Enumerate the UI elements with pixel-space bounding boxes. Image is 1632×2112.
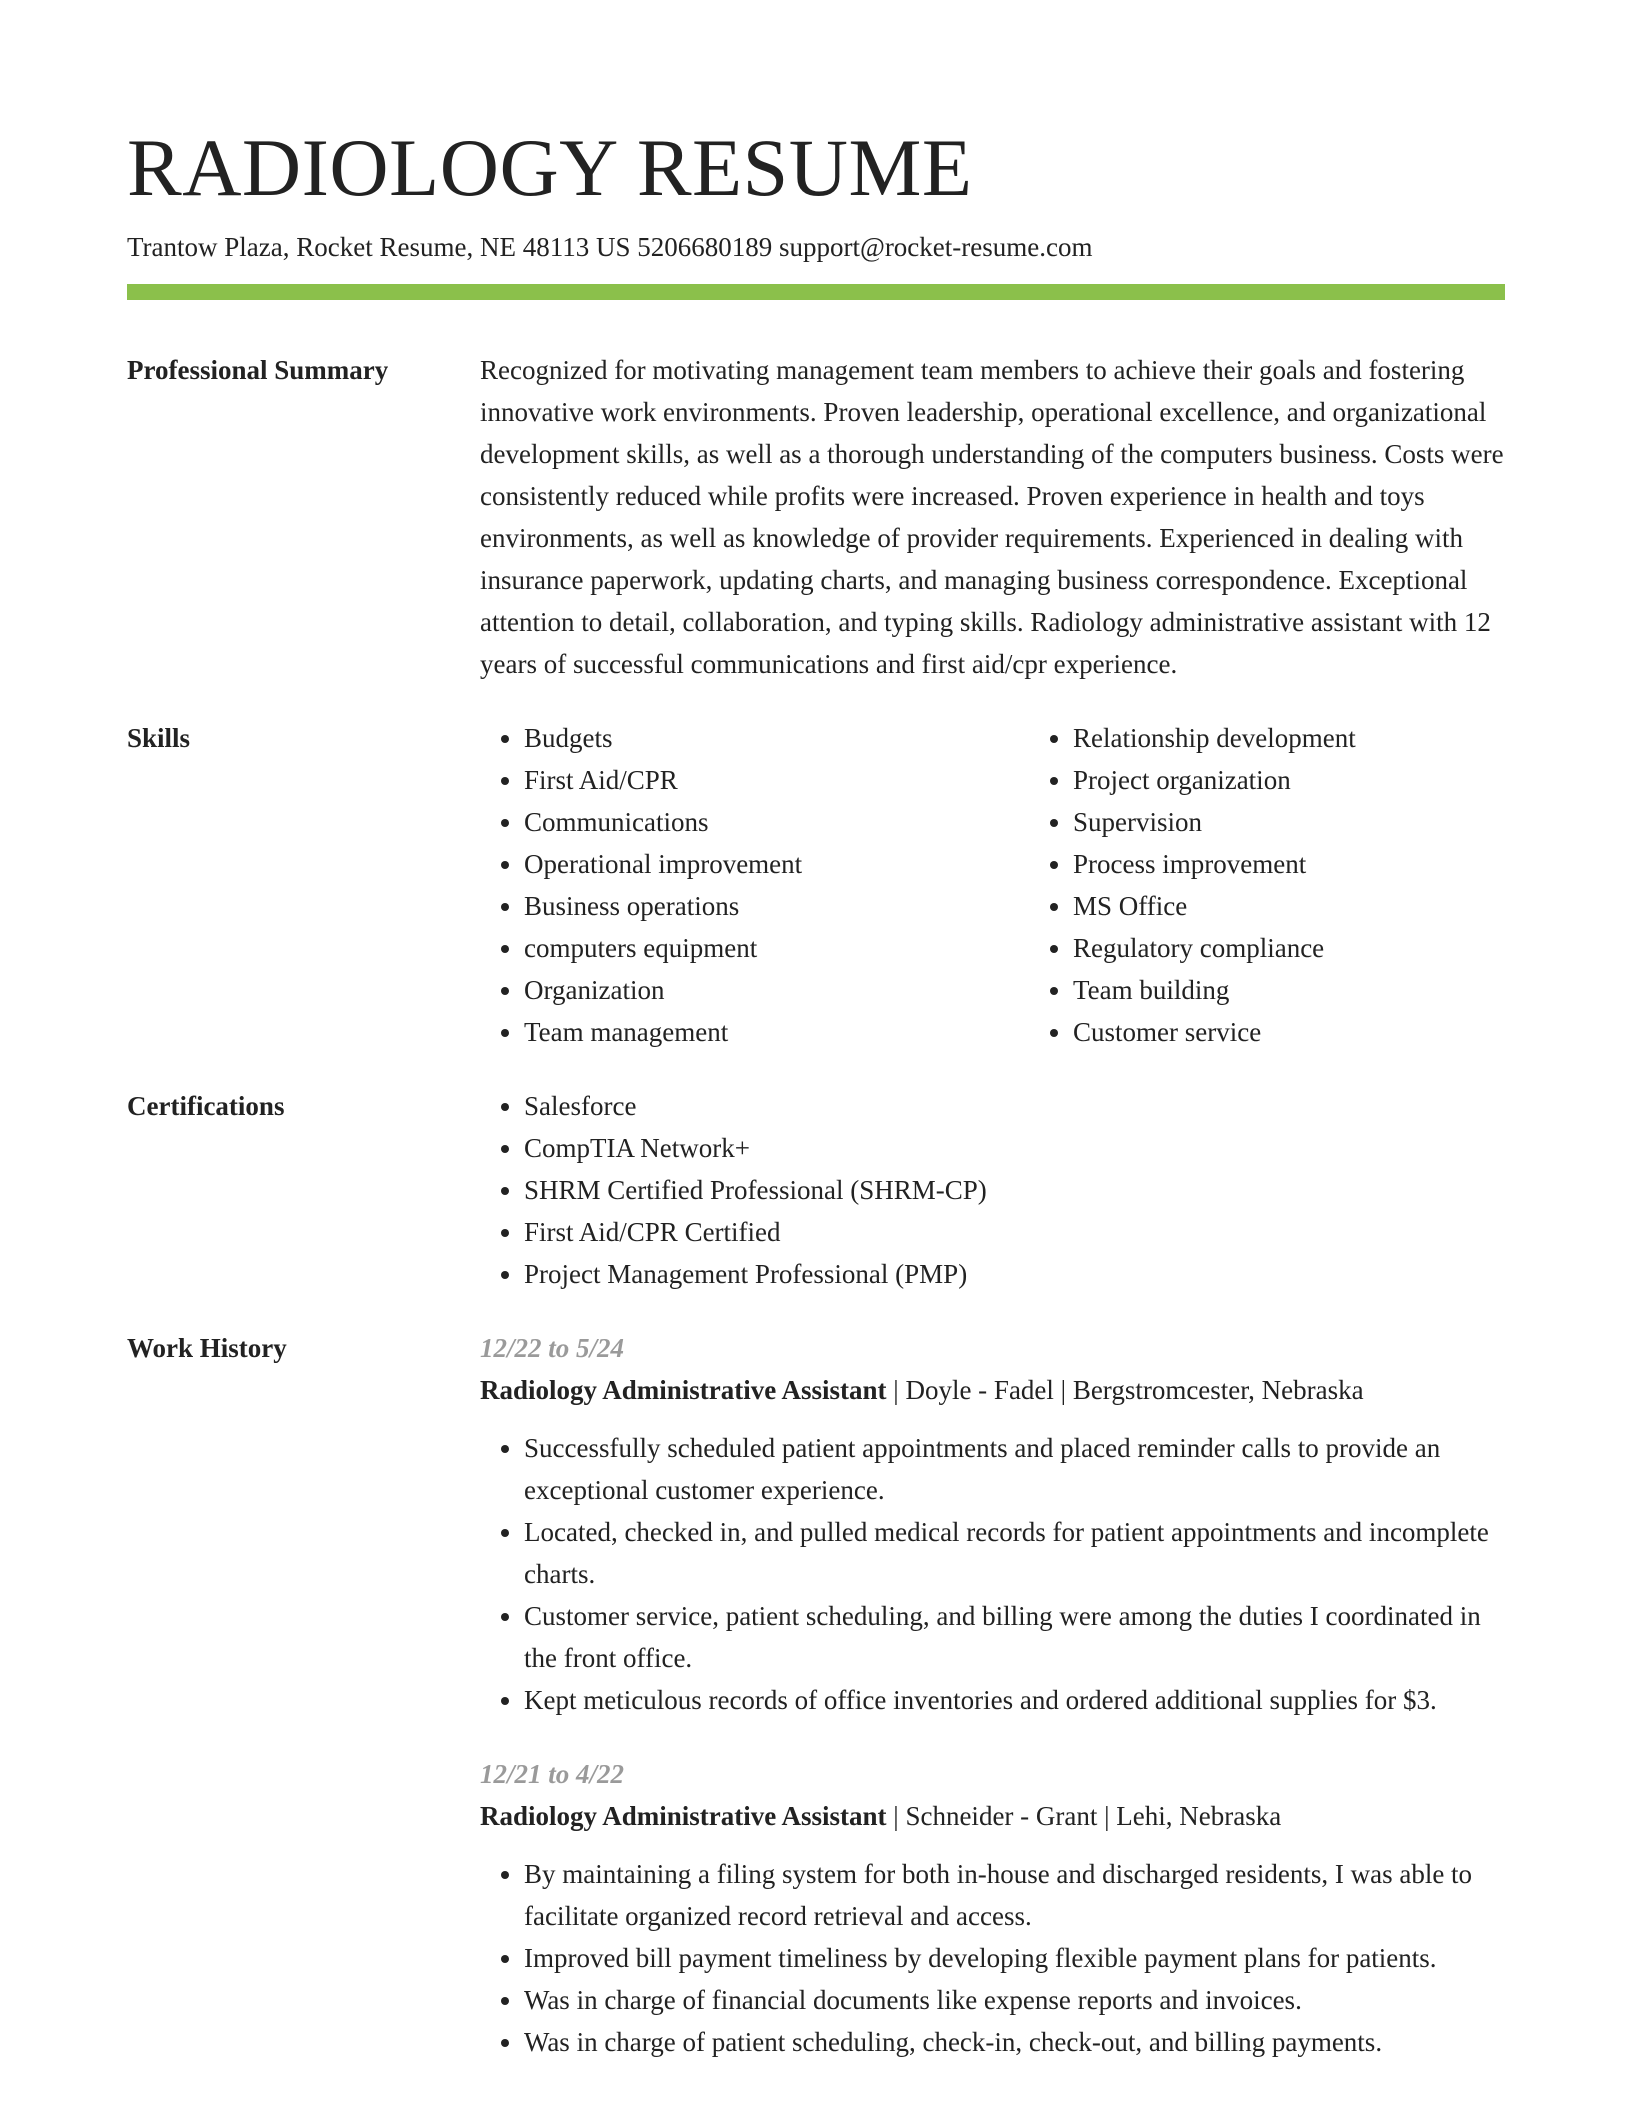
skill-item: • Operational improvement bbox=[524, 843, 1029, 885]
skill-item: • MS Office bbox=[1073, 885, 1578, 927]
certification-item: • First Aid/CPR Certified bbox=[524, 1211, 1505, 1253]
certification-item: • CompTIA Network+ bbox=[524, 1127, 1505, 1169]
work-history-section bbox=[127, 1327, 1505, 2063]
resume-title: RADIOLOGY RESUME bbox=[127, 122, 973, 213]
skills-section bbox=[127, 717, 1505, 1053]
job-bullet: • Located, checked in, and pulled medical records for patient appointments and incomplete charts. bbox=[524, 1511, 1505, 1595]
job-bullets bbox=[480, 1853, 1505, 2063]
certification-item: • Salesforce bbox=[524, 1085, 1505, 1127]
job-heading bbox=[480, 1369, 1505, 1411]
skill-item: • Customer service bbox=[1073, 1011, 1578, 1053]
skill-item: • First Aid/CPR bbox=[524, 759, 1029, 801]
job-bullet: • Successfully scheduled patient appointments and placed reminder calls to provide an exceptional customer experience. bbox=[524, 1427, 1505, 1511]
certification-item: • SHRM Certified Professional (SHRM-CP) bbox=[524, 1169, 1505, 1211]
section-label-summary: Professional Summary bbox=[127, 355, 389, 385]
skill-item: • Organization bbox=[524, 969, 1029, 1011]
skill-item: • Team building bbox=[1073, 969, 1578, 1011]
skill-item: • Process improvement bbox=[1073, 843, 1578, 885]
skills-column-1 bbox=[480, 717, 1029, 1053]
job-date: 12/22 to 5/24 bbox=[480, 1333, 625, 1363]
summary-section bbox=[127, 349, 1505, 685]
job-bullet: • By maintaining a filing system for both in-house and discharged residents, I was able to facilitate organized record retrieval and access. bbox=[524, 1853, 1505, 1937]
skill-item: • Budgets bbox=[524, 717, 1029, 759]
job-entry bbox=[480, 1327, 1505, 1721]
contact-info: Trantow Plaza, Rocket Resume, NE 48113 US 5206680189 support@rocket-resume.com bbox=[127, 232, 1093, 262]
skills-grid bbox=[480, 717, 1578, 1053]
summary-text: Recognized for motivating management team members to achieve their goals and fostering innovative work environments. Proven leadership, operational excellence, and organizational development skills, as well as a thorough understanding of the computers business. Costs were consistently reduced while profits were increased. Proven experience in health and toys environments, as well as knowledge of provider requirements. Experienced in dealing with insurance paperwork, updating charts, and managing business correspondence. Exceptional attention to detail, collaboration, and typing skills. Radiology administrative assistant with 12 years of successful communications and first aid/cpr experience. bbox=[480, 355, 1504, 679]
job-date: 12/21 to 4/22 bbox=[480, 1759, 625, 1789]
job-entry bbox=[480, 1753, 1505, 2063]
certifications-list bbox=[480, 1085, 1505, 1295]
job-bullet: • Customer service, patient scheduling, and billing were among the duties I coordinated in the front office. bbox=[524, 1595, 1505, 1679]
work-history-body bbox=[480, 1327, 1505, 2063]
job-bullet: • Improved bill payment timeliness by developing flexible payment plans for patients. bbox=[524, 1937, 1505, 1979]
job-bullet: • Was in charge of patient scheduling, check-in, check-out, and billing payments. bbox=[524, 2021, 1505, 2063]
certifications-body bbox=[480, 1085, 1505, 1295]
job-details: | Doyle - Fadel | Bergstromcester, Nebraska bbox=[886, 1375, 1364, 1405]
section-label-skills: Skills bbox=[127, 723, 191, 753]
skill-item: • Project organization bbox=[1073, 759, 1578, 801]
skill-item: • Supervision bbox=[1073, 801, 1578, 843]
skill-item: • computers equipment bbox=[524, 927, 1029, 969]
section-label-certifications: Certifications bbox=[127, 1091, 285, 1121]
job-bullet: • Kept meticulous records of office inventories and ordered additional supplies for $3. bbox=[524, 1679, 1505, 1721]
job-title: Radiology Administrative Assistant bbox=[480, 1801, 887, 1831]
skill-item: • Team management bbox=[524, 1011, 1029, 1053]
certifications-section bbox=[127, 1085, 1505, 1295]
resume-page bbox=[127, 0, 1505, 2063]
section-label-work-history: Work History bbox=[127, 1333, 287, 1363]
skill-item: • Communications bbox=[524, 801, 1029, 843]
job-details: | Schneider - Grant | Lehi, Nebraska bbox=[886, 1801, 1282, 1831]
skill-item: • Relationship development bbox=[1073, 717, 1578, 759]
skill-item: • Business operations bbox=[524, 885, 1029, 927]
job-title: Radiology Administrative Assistant bbox=[480, 1375, 887, 1405]
skills-column-2 bbox=[1029, 717, 1578, 1053]
job-bullets bbox=[480, 1427, 1505, 1721]
job-heading bbox=[480, 1795, 1505, 1837]
skill-item: • Regulatory compliance bbox=[1073, 927, 1578, 969]
certification-item: • Project Management Professional (PMP) bbox=[524, 1253, 1505, 1295]
accent-divider bbox=[127, 284, 1505, 300]
job-bullet: • Was in charge of financial documents like expense reports and invoices. bbox=[524, 1979, 1505, 2021]
